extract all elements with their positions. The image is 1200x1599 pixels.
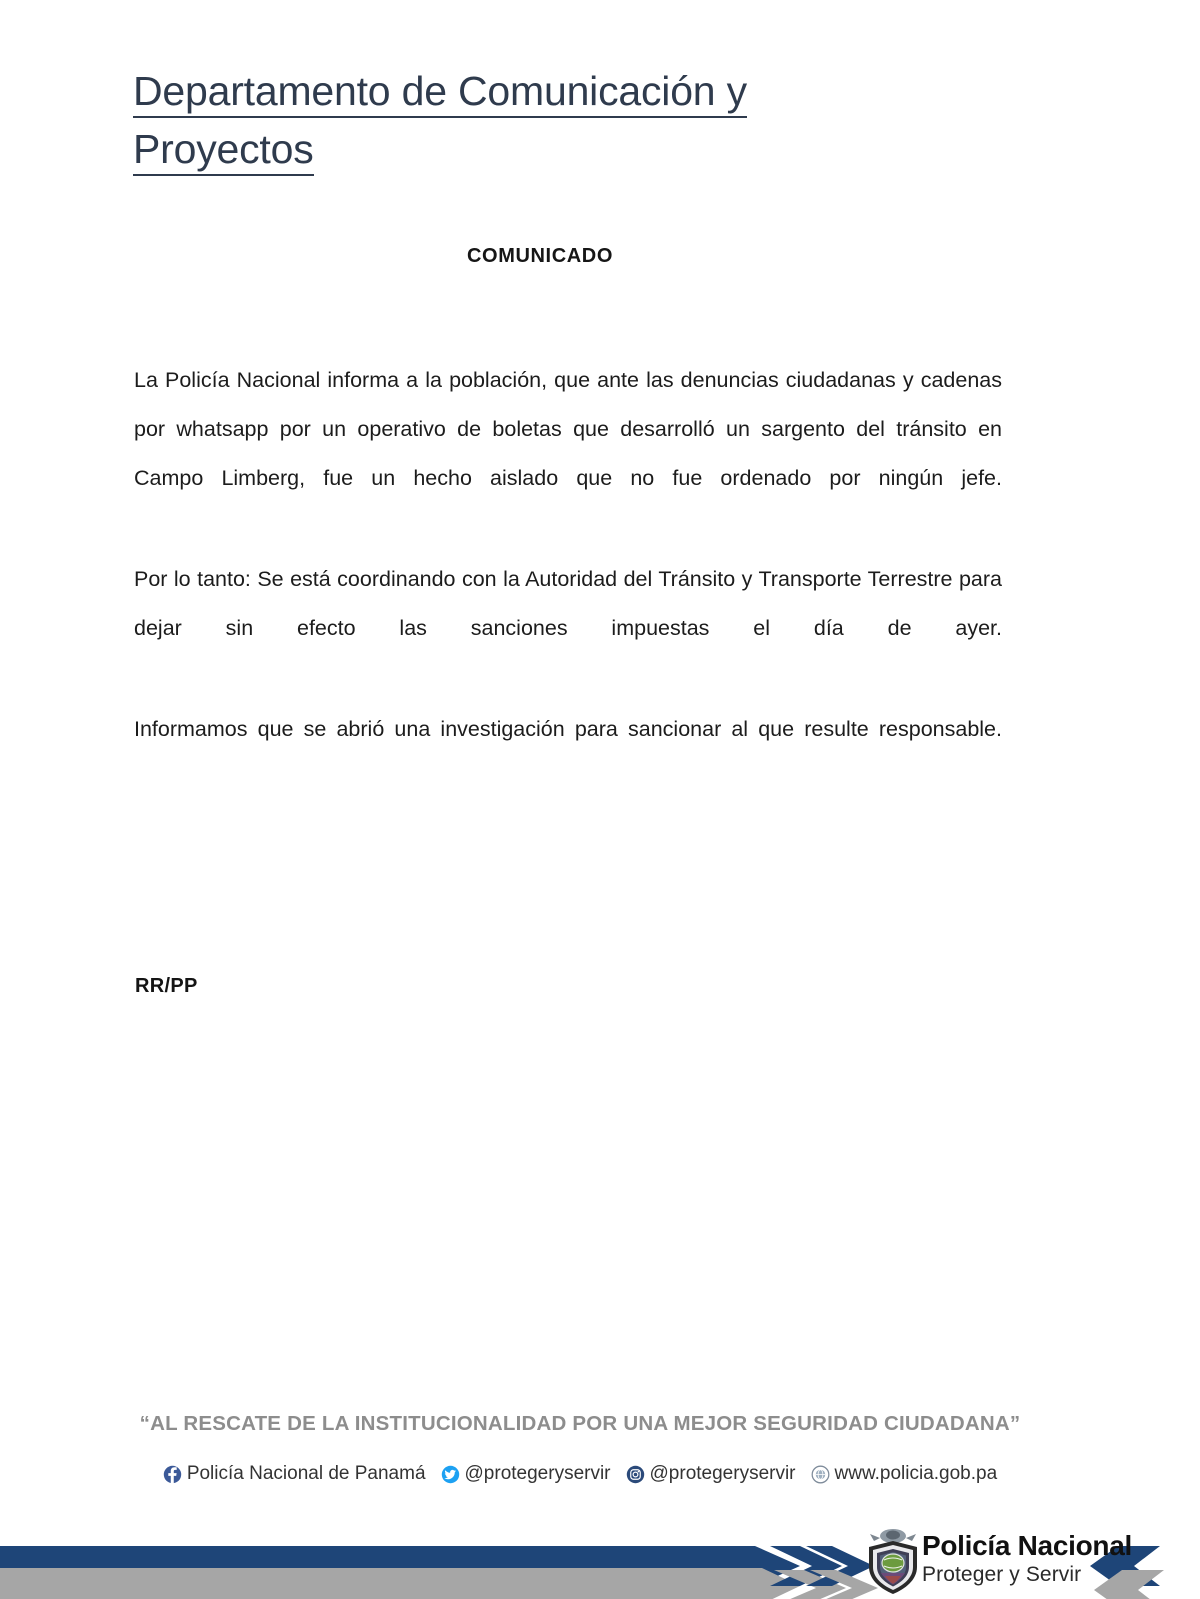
comunicado-heading: COMUNICADO [467,245,613,267]
social-item-instagram[interactable] [626,1463,796,1485]
banner-org-name: Policía Nacional [922,1530,1132,1561]
instagram-icon [626,1465,645,1484]
facebook-icon [163,1465,182,1484]
banner-motto: Proteger y Servir [922,1563,1082,1586]
social-label-twitter: @protegeryservir [464,1463,611,1484]
police-shield-badge-icon [862,1527,924,1597]
signature-block: RR/PP [135,975,198,997]
document-body [134,356,1002,806]
twitter-icon [441,1465,460,1484]
footer-banner [0,1524,1200,1599]
globe-icon [811,1465,830,1484]
page-footer [0,1400,1200,1599]
page-title-line-2: Proyectos [133,126,314,176]
footer-social-row [0,1463,1160,1485]
social-label-facebook: Policía Nacional de Panamá [186,1463,426,1484]
body-paragraph-1: La Policía Nacional informa a la población, que ante las denuncias ciudadanas y cadenas por whatsapp por un operativo de boletas que desarrolló un sargento del tránsito en Campo Limberg, fue un hecho aislado que no fue ordenado por ningún jefe. [134,368,1002,490]
page-title-line-1: Departamento de Comunicación y [133,68,747,118]
body-paragraph-2: Por lo tanto: Se está coordinando con la Autoridad del Tránsito y Transporte Terrestre para dejar sin efecto las sanciones impuestas el día de ayer. [134,567,1002,640]
social-label-instagram: @protegeryservir [649,1463,796,1484]
social-item-facebook[interactable] [163,1463,426,1485]
page-title [133,62,893,178]
social-label-website: www.policia.gob.pa [834,1463,998,1484]
footer-slogan: “AL RESCATE DE LA INSTITUCIONALIDAD POR UNA MEJOR SEGURIDAD CIUDADANA” [139,1412,1021,1435]
body-paragraph-3: Informamos que se abrió una investigación para sancionar al que resulte responsable. [134,717,1002,741]
social-item-twitter[interactable] [441,1463,611,1485]
banner-wordmark [922,1532,1132,1585]
social-item-website[interactable] [811,1463,998,1485]
